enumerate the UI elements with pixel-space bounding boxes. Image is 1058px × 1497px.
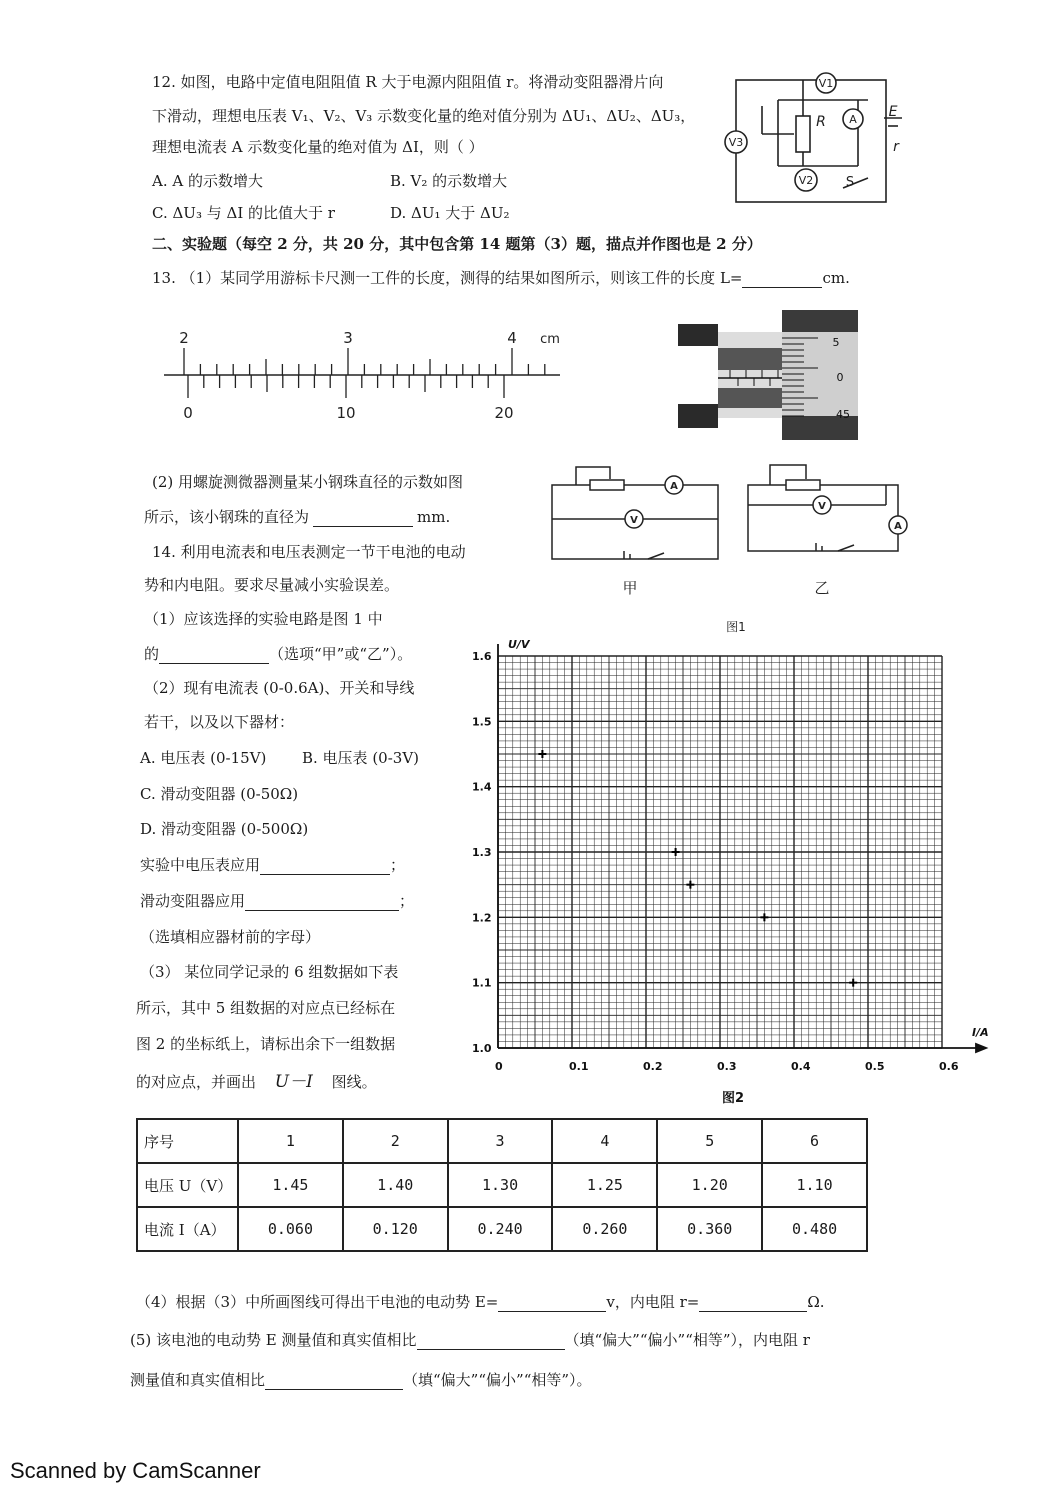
q12-line2: 下滑动，理想电压表 V₁、V₂、V₃ 示数变化量的绝对值分别为 ΔU₁、ΔU₂、ΔU₃， xyxy=(152,107,696,125)
q14-p5-mid: （填“偏大”“偏小”“相等”），内电阻 r xyxy=(564,1331,810,1349)
chart-y-tick-label: 1.4 xyxy=(472,780,492,794)
q14-p3-line4-b: 图线。 xyxy=(331,1073,377,1091)
q12-line1: 12. 如图，电路中定值电阻阻值 R 大于电源内阻阻值 r。将滑动变阻器滑片向 xyxy=(152,73,664,91)
table-cell: 1.10 xyxy=(762,1163,867,1207)
caliper-main-label-3: 3 xyxy=(343,329,353,347)
figure1-label-jia: 甲 xyxy=(622,579,638,597)
table-cell: 1.20 xyxy=(657,1163,762,1207)
chart-y-tick-label: 1.2 xyxy=(472,911,492,925)
caliper-vernier-label-10: 10 xyxy=(336,404,356,422)
chart-y-axis-title: U/V xyxy=(508,638,530,651)
ui-graph-chart xyxy=(464,636,994,1106)
table-header-cell: 4 xyxy=(552,1119,657,1163)
q12-line3: 理想电流表 A 示数变化量的绝对值为 ΔI，则（ ） xyxy=(152,138,484,156)
micrometer-tick-0: 0 xyxy=(836,371,844,384)
micrometer-tick-45: 45 xyxy=(836,408,850,421)
table-cell: 0.480 xyxy=(762,1207,867,1251)
figure1-circuits xyxy=(548,455,918,635)
q14-rheostat-sep: ； xyxy=(399,892,415,910)
q13-part1-unit: cm. xyxy=(822,269,850,287)
q14-p3-line2: 所示，其中 5 组数据的对应点已经标在 xyxy=(136,999,396,1017)
q12-circuit-diagram xyxy=(718,66,918,216)
table-cell: 0.120 xyxy=(343,1207,448,1251)
q14-resistance-blank[interactable] xyxy=(699,1311,807,1312)
chart-x-axis-title: I/A xyxy=(972,1026,989,1039)
q14-p5-line2-prefix: 测量值和真实值相比 xyxy=(130,1371,266,1389)
q13-part2-question: 所示，该小钢珠的直径为 xyxy=(144,508,310,526)
vernier-caliper-figure xyxy=(160,326,570,426)
q14-p3-line1: （3） 某位同学记录的 6 组数据如下表 xyxy=(140,963,399,981)
q14-rheostat-blank[interactable] xyxy=(245,910,399,911)
q14-emf-blank[interactable] xyxy=(498,1311,606,1312)
q14-intro-line2: 势和内电阻。要求尽量减小实验误差。 xyxy=(144,576,400,594)
table-header-cell: 3 xyxy=(448,1119,553,1163)
table-row-voltage xyxy=(137,1163,867,1207)
svg-text:A: A xyxy=(670,481,678,492)
q13-length-blank[interactable] xyxy=(742,287,822,288)
table-cell: 0.360 xyxy=(657,1207,762,1251)
q13-diameter-blank[interactable] xyxy=(313,526,413,527)
chart-data-point xyxy=(849,979,857,987)
q14-intro-line1: 14. 利用电流表和电压表测定一节干电池的电动 xyxy=(152,543,466,561)
q12-option-b: B. V₂ 的示数增大 xyxy=(390,172,508,190)
section2-heading: 二、实验题（每空 2 分，共 20 分，其中包含第 14 题第（3）题，描点并作图也是 2 分） xyxy=(152,235,762,253)
q13-part2-unit: mm. xyxy=(417,508,451,526)
q14-p1-line2 xyxy=(144,644,412,664)
table-cell: 0.240 xyxy=(448,1207,553,1251)
q14-rheostat-prefix: 滑动变阻器应用 xyxy=(140,892,246,910)
chart-x-tick-label: 0.2 xyxy=(643,1060,663,1073)
q14-p1-line1: （1）应该选择的实验电路是图 1 中 xyxy=(144,610,383,628)
q14-p1-prefix: 的 xyxy=(144,645,160,663)
q14-p3-line4-a: 的对应点，并画出 xyxy=(136,1073,257,1091)
caliper-main-label-2: 2 xyxy=(179,329,189,347)
q14-p1-suffix: （选项“甲”或“乙”）。 xyxy=(269,645,413,663)
circuit-e-label: E xyxy=(888,104,898,120)
circuit-v1-label: V1 xyxy=(818,77,834,90)
q14-p4-prefix: （4）根据（3）中所画图线可得出干电池的电动势 E= xyxy=(136,1293,499,1311)
q14-circuit-choice-blank[interactable] xyxy=(159,663,269,664)
figure1-label-yi: 乙 xyxy=(814,579,830,597)
q14-voltmeter-prefix: 实验中电压表应用 xyxy=(140,856,261,874)
chart-x-tick-label: 0 xyxy=(495,1060,503,1073)
table-cell: 1.30 xyxy=(448,1163,553,1207)
table-header-cell: 6 xyxy=(762,1119,867,1163)
chart-x-tick-label: 0.3 xyxy=(717,1060,737,1073)
chart-data-point xyxy=(672,848,680,856)
chart-data-point xyxy=(538,750,546,758)
q14-p3-ui-symbol: U－I xyxy=(274,1072,313,1092)
chart-y-tick-label: 1.6 xyxy=(472,650,492,663)
scanner-footer: Scanned by CamScanner xyxy=(10,1458,261,1483)
q14-option-c: C. 滑动变阻器 (0-50Ω) xyxy=(140,785,299,803)
figure2-caption: 图2 xyxy=(722,1091,745,1106)
q13-part1-question: 13. （1）某同学用游标卡尺测一工件的长度，测得的结果如图所示，则该工件的长度 L= xyxy=(152,269,743,287)
chart-x-tick-label: 0.1 xyxy=(569,1060,589,1073)
q14-p5-line2-suffix: （填“偏大”“偏小”“相等”）。 xyxy=(403,1371,592,1389)
q14-voltmeter-blank[interactable] xyxy=(260,874,390,875)
svg-text:V: V xyxy=(630,515,638,526)
table-header-cell: 2 xyxy=(343,1119,448,1163)
q14-option-a: A. 电压表 (0-15V) xyxy=(140,749,267,767)
table-cell: 1.25 xyxy=(552,1163,657,1207)
q13-part2-line1: (2) 用螺旋测微器测量某小钢珠直径的示数如图 xyxy=(152,473,464,491)
figure1-caption: 图1 xyxy=(726,620,746,634)
q14-p5-line2 xyxy=(130,1370,592,1390)
q14-voltmeter-line xyxy=(140,855,405,875)
caliper-unit-label: cm xyxy=(540,332,560,347)
table-row-label: 电压 U（V） xyxy=(137,1163,238,1207)
chart-x-tick-label: 0.5 xyxy=(865,1060,885,1073)
q14-emf-compare-blank[interactable] xyxy=(417,1349,565,1350)
table-header-cell: 1 xyxy=(238,1119,343,1163)
circuit-v2-label: V2 xyxy=(798,174,814,187)
svg-text:A: A xyxy=(894,521,902,532)
circuit-s-label: S xyxy=(845,175,855,190)
table-cell: 1.45 xyxy=(238,1163,343,1207)
q14-p4-unit: Ω. xyxy=(807,1293,825,1311)
q14-hint: （选填相应器材前的字母） xyxy=(140,928,321,946)
q12-option-d: D. ΔU₁ 大于 ΔU₂ xyxy=(390,204,510,222)
chart-x-arrow xyxy=(976,1044,986,1052)
circuit-r-label: R xyxy=(816,114,826,130)
table-header-cell: 序号 xyxy=(137,1119,238,1163)
table-cell: 0.060 xyxy=(238,1207,343,1251)
table-cell: 0.260 xyxy=(552,1207,657,1251)
chart-y-tick-label: 1.0 xyxy=(472,1042,492,1055)
q14-rheostat-line xyxy=(140,891,414,911)
micrometer-figure xyxy=(678,310,858,440)
caliper-main-label-4: 4 xyxy=(507,329,517,347)
chart-data-point xyxy=(760,913,768,921)
table-row-label: 电流 I（A） xyxy=(137,1207,238,1251)
caliper-vernier-label-0: 0 xyxy=(183,404,193,422)
q14-p4-line xyxy=(136,1292,825,1312)
q12-option-c: C. ΔU₃ 与 ΔI 的比值大于 r xyxy=(152,204,335,222)
q12-option-a: A. A 的示数增大 xyxy=(152,172,263,190)
q14-voltmeter-sep: ； xyxy=(390,856,406,874)
q13-part1-text xyxy=(152,268,850,288)
svg-text:V: V xyxy=(818,501,826,512)
q14-r-compare-blank[interactable] xyxy=(265,1389,403,1390)
chart-x-tick-label: 0.6 xyxy=(939,1060,959,1073)
table-cell: 1.40 xyxy=(343,1163,448,1207)
q14-option-b: B. 电压表 (0-3V) xyxy=(302,749,420,767)
chart-x-tick-label: 0.4 xyxy=(791,1060,811,1073)
q14-p3-line4 xyxy=(136,1072,377,1092)
table-row-current xyxy=(137,1207,867,1251)
q14-p2-line2: 若干，以及以下器材： xyxy=(144,713,295,731)
q13-part2-line2 xyxy=(144,507,450,527)
micrometer-tick-5: 5 xyxy=(832,336,840,349)
chart-data-point xyxy=(686,881,694,889)
q14-option-d: D. 滑动变阻器 (0-500Ω) xyxy=(140,820,309,838)
circuit-rsmall-label: r xyxy=(893,139,899,155)
circuit-v3-label: V3 xyxy=(728,136,744,149)
caliper-vernier-label-20: 20 xyxy=(494,404,514,422)
chart-y-tick-label: 1.3 xyxy=(472,846,492,859)
q14-p5-line1 xyxy=(130,1330,810,1350)
q14-p4-mid: v，内电阻 r= xyxy=(606,1293,700,1311)
data-table xyxy=(136,1118,868,1252)
chart-y-tick-label: 1.5 xyxy=(472,715,492,729)
chart-y-tick-label: 1.1 xyxy=(472,976,492,990)
table-header-cell: 5 xyxy=(657,1119,762,1163)
table-row-header xyxy=(137,1119,867,1163)
q14-p5-prefix: (5) 该电池的电动势 E 测量值和真实值相比 xyxy=(130,1331,417,1349)
circuit-a-label: A xyxy=(849,113,857,126)
q14-p2-line1: （2）现有电流表 (0-0.6A)、开关和导线 xyxy=(144,679,415,697)
q14-p3-line3: 图 2 的坐标纸上，请标出余下一组数据 xyxy=(136,1035,396,1053)
